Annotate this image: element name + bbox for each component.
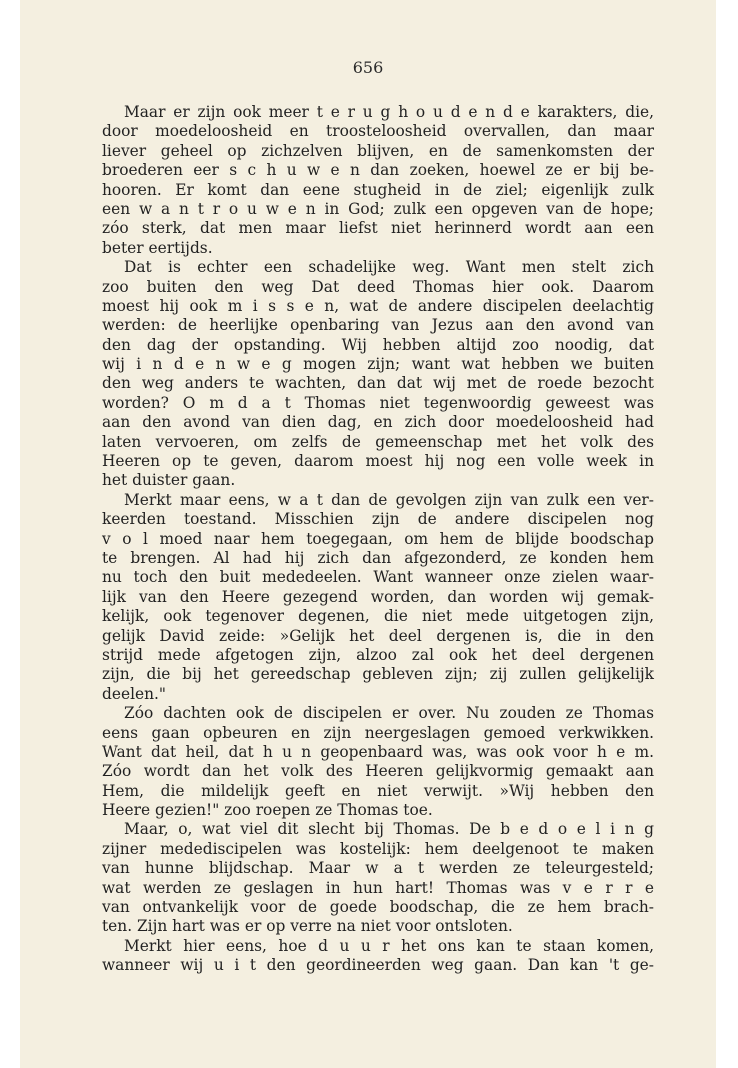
text-line: te brengen. Al had hij zich dan afgezonderd, ze konden hem: [102, 548, 654, 567]
text-line: wanneer wij u i t den geordineerden weg gaan. Dan kan 't ge-: [102, 956, 654, 975]
text-line: zoo buiten den weg Dat deed Thomas hier ook. Daarom: [102, 277, 654, 296]
text-line: moest hij ook m i s s e n, wat de andere discipelen deelachtig: [102, 296, 654, 315]
text-line: worden? O m d a t Thomas niet tegenwoordig geweest was: [102, 393, 654, 412]
body-text: [102, 103, 654, 976]
text-line: zóo sterk, dat men maar liefst niet herinnerd wordt aan een: [102, 219, 654, 238]
text-line: broederen eer s c h u w e n dan zoeken, hoewel ze er bij be-: [102, 161, 654, 180]
text-line: Maar, o, wat viel dit slecht bij Thomas. De b e d o e l i n g: [124, 820, 654, 839]
text-line: keerden toestand. Misschien zijn de andere discipelen nog: [102, 510, 654, 529]
text-line: beter eertijds.: [102, 238, 213, 257]
text-line: werden: de heerlijke openbaring van Jezus aan den avond van: [102, 316, 654, 335]
text-line: den dag der opstanding. Wij hebben altijd zoo noodig, dat: [102, 335, 654, 354]
text-line: eens gaan opbeuren en zijn neergeslagen gemoed verkwikken.: [102, 723, 654, 742]
text-line: hooren. Er komt dan eene stugheid in de ziel; eigenlijk zulk: [102, 180, 654, 199]
text-line: Hem, die mildelijk geeft en niet verwijt. »Wij hebben den: [102, 781, 654, 800]
text-line: nu toch den buit mededeelen. Want wanneer onze zielen waar-: [102, 568, 654, 587]
book-page: [20, 0, 716, 1068]
text-line: Maar er zijn ook meer t e r u g h o u d e n d e karakters, die,: [124, 103, 654, 121]
text-line: een w a n t r o u w e n in God; zulk een opgeven van de hope;: [102, 199, 654, 218]
page-number: 656: [352, 58, 384, 77]
text-line: strijd mede afgetogen zijn, alzoo zal ook het deel dergenen: [102, 645, 654, 664]
text-line: van hunne blijdschap. Maar w a t werden ze teleurgesteld;: [102, 859, 654, 878]
text-line: den weg anders te wachten, dan dat wij met de roede bezocht: [102, 374, 654, 393]
text-line: gelijk David zeide: »Gelijk het deel dergenen is, die in den: [102, 626, 654, 645]
text-line: het duister gaan.: [102, 471, 236, 490]
text-line: laten vervoeren, om zelfs de gemeenschap met het volk des: [102, 432, 654, 451]
text-line: Zóo wordt dan het volk des Heeren gelijkvormig gemaakt aan: [102, 762, 654, 781]
text-line: Merkt hier eens, hoe d u u r het ons kan te staan komen,: [124, 936, 654, 955]
text-line: zijn, die bij het gereedschap gebleven zijn; zij zullen gelijkelijk: [102, 665, 654, 684]
text-line: kelijk, ook tegenover degenen, die niet mede uitgetogen zijn,: [102, 607, 654, 626]
text-line: liever geheel op zichzelven blijven, en de samenkomsten der: [102, 141, 654, 160]
text-line: lijk van den Heere gezegend worden, dan worden wij gemak-: [102, 587, 654, 606]
text-line: van ontvankelijk voor de goede boodschap, die ze hem brach-: [102, 898, 654, 917]
text-line: Merkt maar eens, w a t dan de gevolgen zijn van zulk een ver-: [124, 490, 654, 509]
text-line: Want dat heil, dat h u n geopenbaard was, was ook voor h e m.: [102, 742, 654, 761]
text-line: wat werden ze geslagen in hun hart! Thomas was v e r r e: [102, 878, 654, 897]
text-line: zijner medediscipelen was kostelijk: hem deelgenoot te maken: [102, 839, 654, 858]
text-line: Dat is echter een schadelijke weg. Want men stelt zich: [124, 258, 654, 277]
text-line: door moedeloosheid en troosteloosheid overvallen, dan maar: [102, 122, 654, 141]
text-line: deelen.": [102, 684, 166, 703]
text-line: Heere gezien!" zoo roepen ze Thomas toe.: [102, 801, 433, 820]
text-line: ten. Zijn hart was er op verre na niet voor ontsloten.: [102, 917, 513, 936]
text-line: v o l moed naar hem toegegaan, om hem de blijde boodschap: [102, 529, 654, 548]
text-line: wij i n d e n w e g mogen zijn; want wat hebben we buiten: [102, 355, 654, 374]
text-line: Zóo dachten ook de discipelen er over. Nu zouden ze Thomas: [124, 704, 654, 723]
text-line: aan den avond van dien dag, en zich door moedeloosheid had: [102, 413, 654, 432]
text-line: Heeren op te geven, daarom moest hij nog een volle week in: [102, 452, 654, 471]
